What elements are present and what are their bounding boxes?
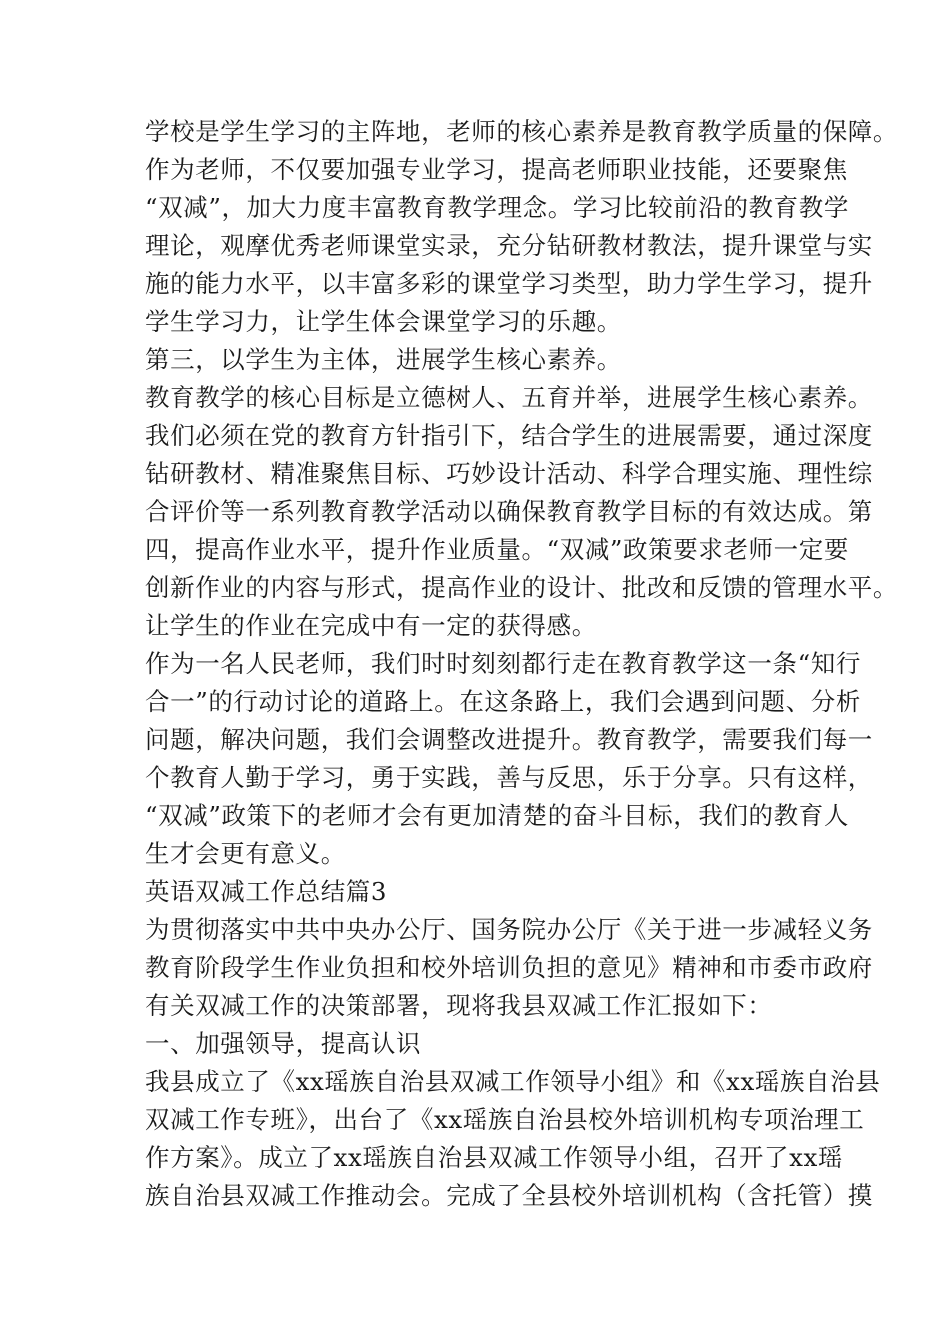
text-line: 生才会更有意义。 [145,839,346,868]
text-line: 作为老师，不仅要加强专业学习，提高老师职业技能，还要聚焦 [145,155,848,184]
text-line: 教育阶段学生作业负担和校外培训负担的意见》精神和市委市政府 [145,953,873,982]
text-line: 为贯彻落实中共中央办公厅、国务院办公厅《关于进一步减轻义务 [145,915,873,944]
document-body [145,113,898,1215]
text-line: 创新作业的内容与形式，提高作业的设计、批改和反馈的管理水平。 [145,573,898,602]
section-heading: 第三，以学生为主体，进展学生核心素养。 [145,345,622,374]
text-line: 族自治县双减工作推动会。完成了全县校外培训机构（含托管）摸 [145,1181,873,1210]
text-line: 教育教学的核心目标是立德树人、五育并举，进展学生核心素养。 [145,383,873,412]
text-line: 作方案》。成立了xx瑶族自治县双减工作领导小组，召开了xx瑶 [145,1143,844,1172]
article-title: 英语双减工作总结篇3 [145,877,388,906]
text-line: 让学生的作业在完成中有一定的获得感。 [145,611,597,640]
text-line: 学生学习力，让学生体会课堂学习的乐趣。 [145,307,622,336]
text-line: 学校是学生学习的主阵地，老师的核心素养是教育教学质量的保障。 [145,117,898,146]
text-line: 钻研教材、精准聚焦目标、巧妙设计活动、科学合理实施、理性综 [145,459,873,488]
text-line: 合一”的行动讨论的道路上。在这条路上，我们会遇到问题、分析 [145,687,861,716]
text-line: “双减”，加大力度丰富教育教学理念。学习比较前沿的教育教学 [145,193,849,222]
text-line: 问题，解决问题，我们会调整改进提升。教育教学，需要我们每一 [145,725,873,754]
text-line: 个教育人勤于学习，勇于实践，善与反思，乐于分享。只有这样， [145,763,873,792]
text-line: 我们必须在党的教育方针指引下，结合学生的进展需要，通过深度 [145,421,873,450]
section-heading: 一、加强领导，提高认识 [145,1029,422,1058]
text-line: 理论，观摩优秀老师课堂实录，充分钻研教材教法，提升课堂与实 [145,231,873,260]
text-line: 合评价等一系列教育教学活动以确保教育教学目标的有效达成。第 [145,497,873,526]
text-line: 我县成立了《xx瑶族自治县双减工作领导小组》和《xx瑶族自治县 [145,1067,881,1096]
text-line: “双减”政策下的老师才会有更加清楚的奋斗目标，我们的教育人 [145,801,849,830]
text-line: 双减工作专班》，出台了《xx瑶族自治县校外培训机构专项治理工 [145,1105,865,1134]
text-line: 有关双减工作的决策部署，现将我县双减工作汇报如下： [145,991,773,1020]
text-line: 四，提高作业水平，提升作业质量。“双减”政策要求老师一定要 [145,535,849,564]
text-line: 施的能力水平，以丰富多彩的课堂学习类型，助力学生学习，提升 [145,269,873,298]
text-line: 作为一名人民老师，我们时时刻刻都行走在教育教学这一条“知行 [145,649,861,678]
